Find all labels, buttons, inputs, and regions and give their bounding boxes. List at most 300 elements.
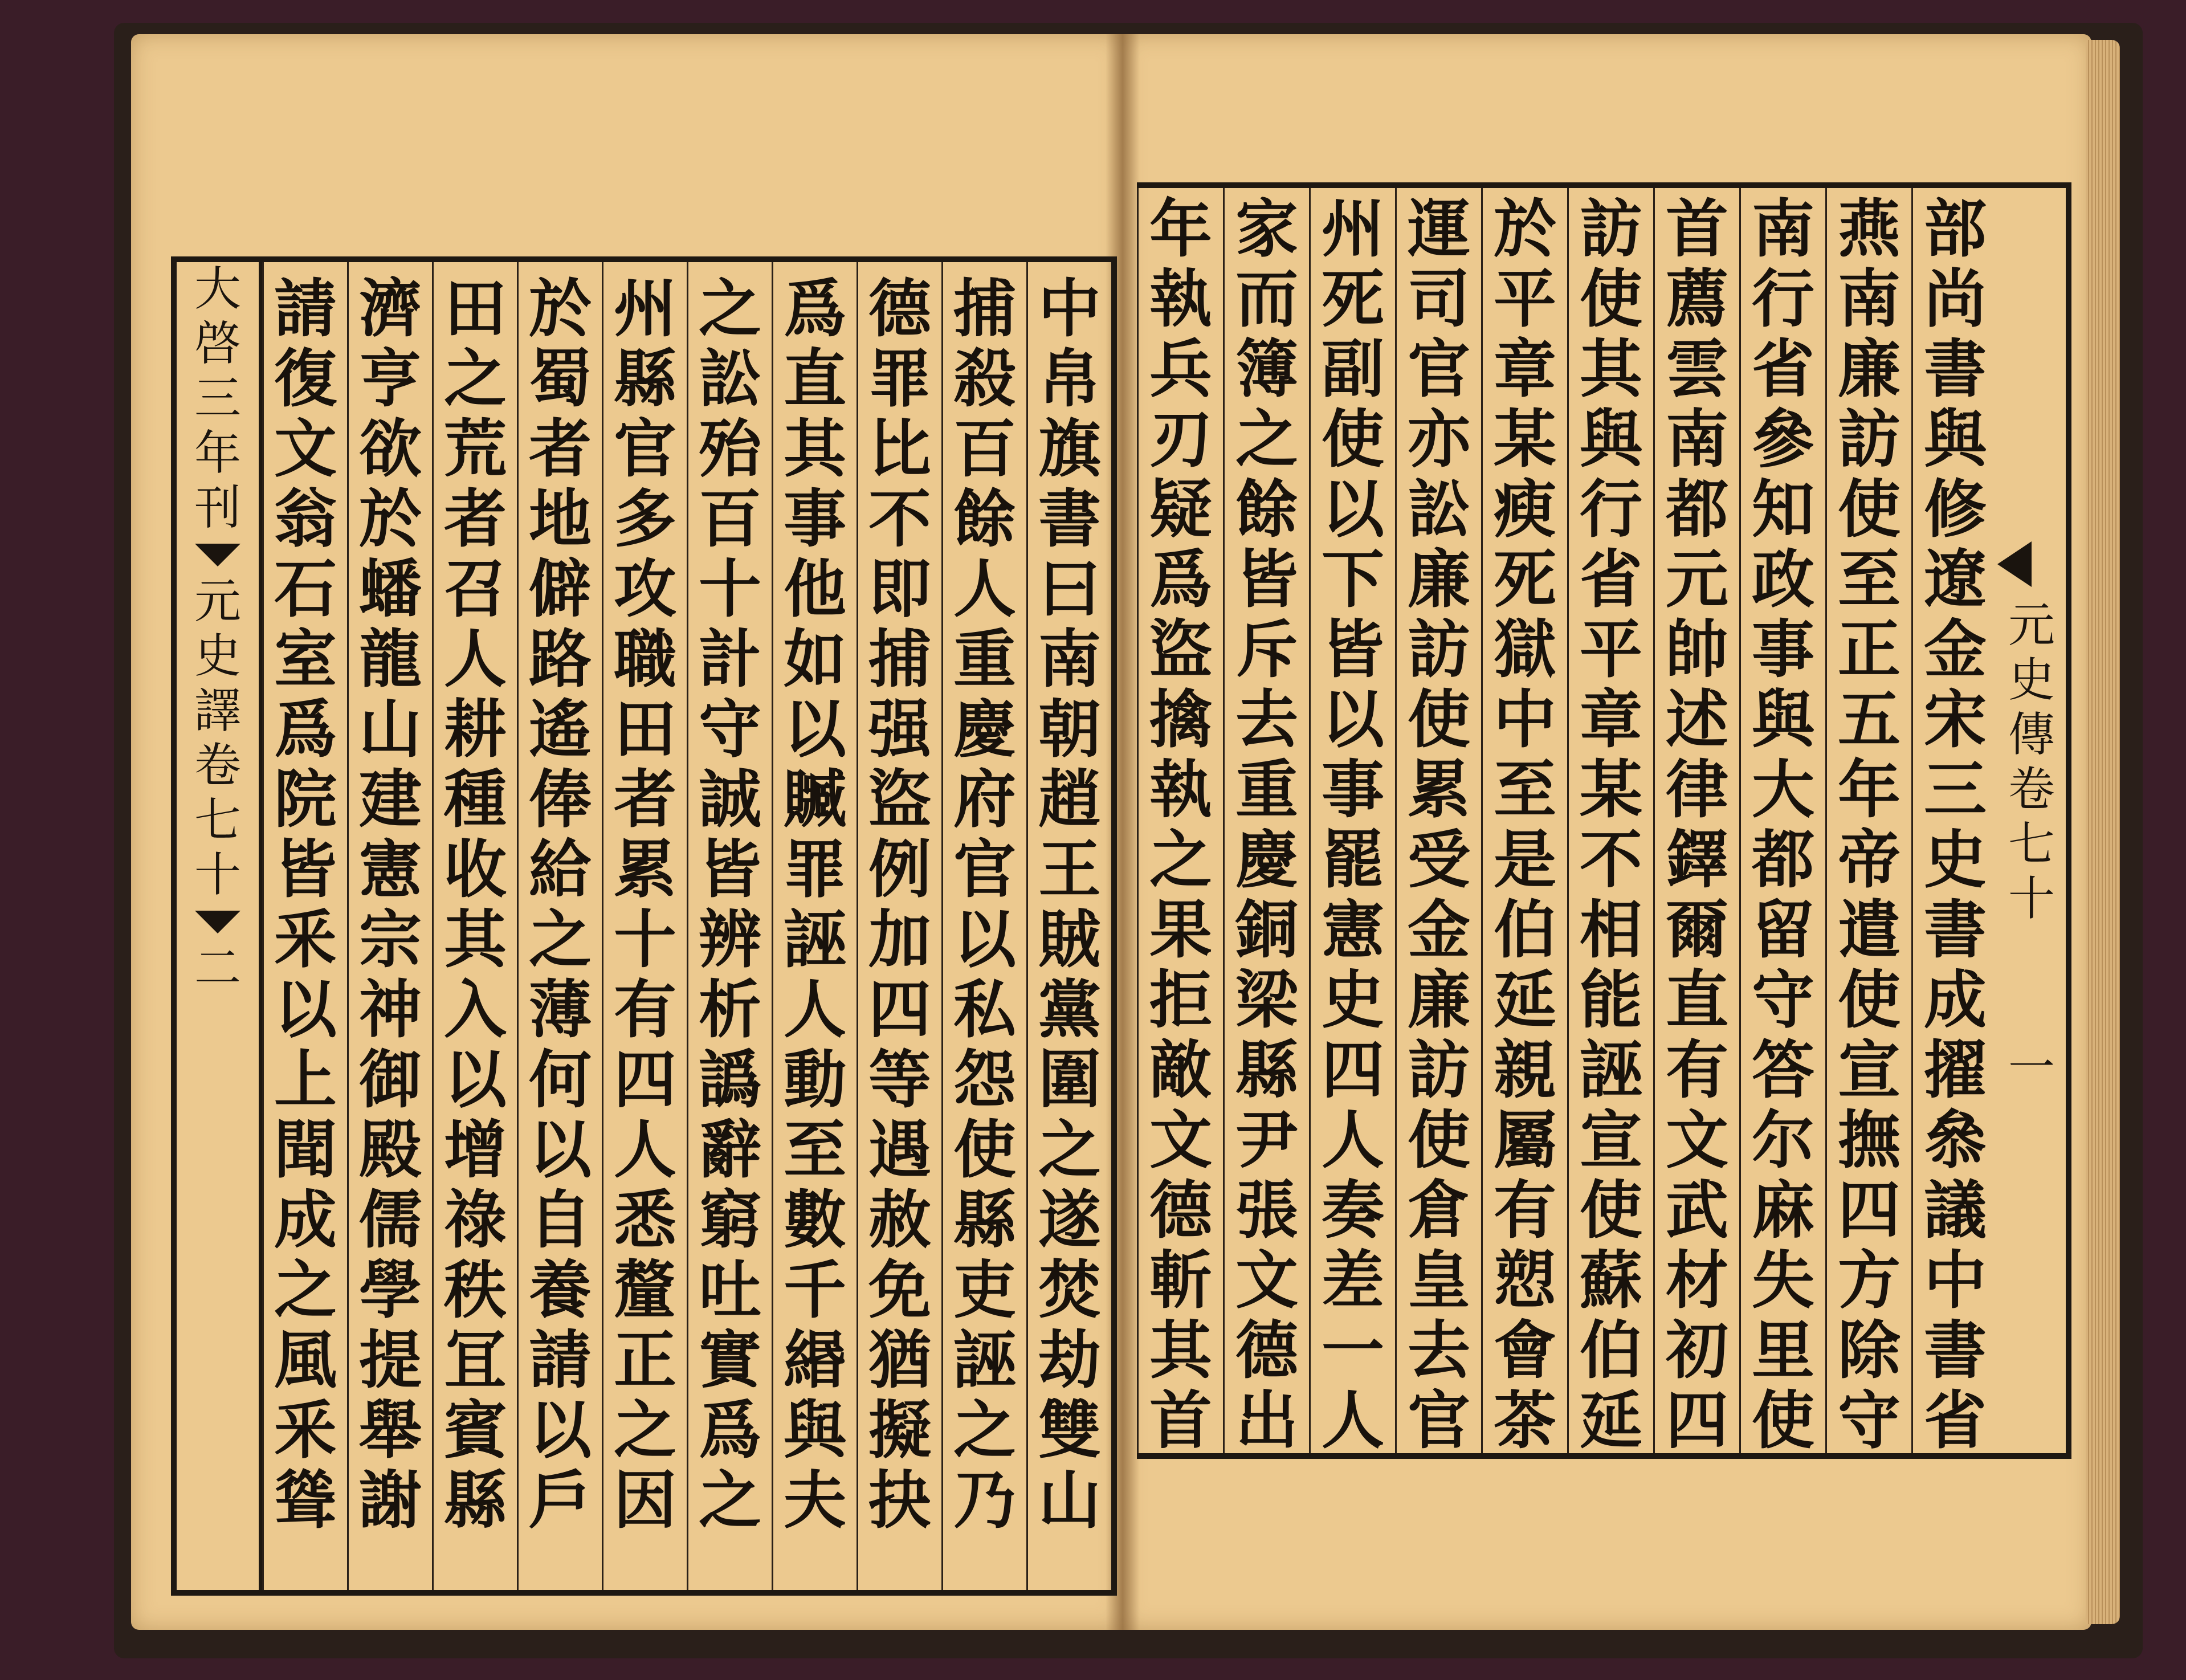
glyph: 遼 <box>1924 543 1987 616</box>
glyph: 伯 <box>1580 1314 1642 1387</box>
glyph: 都 <box>1752 823 1814 896</box>
glyph: 抉 <box>868 1463 931 1537</box>
column-text <box>529 274 592 1535</box>
glyph: 於 <box>359 482 422 556</box>
glyph: 耕 <box>444 692 507 766</box>
glyph: 廉 <box>1408 543 1470 616</box>
column-text <box>444 274 507 1535</box>
glyph: 文 <box>274 412 337 486</box>
glyph: 皆 <box>274 833 337 906</box>
glyph: 不 <box>868 482 931 556</box>
glyph: 除 <box>1838 1314 1900 1387</box>
glyph: 至 <box>784 1113 846 1186</box>
column-text <box>784 274 846 1535</box>
glyph: 知 <box>1752 472 1814 546</box>
glyph: 動 <box>784 1043 846 1116</box>
glyph: 受 <box>1408 823 1470 896</box>
glyph: 省 <box>1924 1384 1987 1457</box>
glyph: 年 <box>1149 192 1212 266</box>
glyph: 章 <box>1494 332 1556 406</box>
glyph: 宋 <box>1924 683 1987 756</box>
glyph: 誣 <box>1580 1033 1642 1107</box>
column-text <box>1322 194 1384 1455</box>
glyph: 奏 <box>1322 1173 1384 1247</box>
glyph: 之 <box>274 1253 337 1327</box>
glyph: 爲 <box>784 272 846 345</box>
glyph: 人 <box>953 552 1016 626</box>
glyph: 部 <box>1924 192 1987 266</box>
glyph: 尚 <box>1924 262 1987 336</box>
glyph: 儒 <box>359 1183 422 1257</box>
glyph: 蟠 <box>359 552 422 626</box>
glyph: 元 <box>1666 543 1728 616</box>
glyph: 事 <box>1752 613 1814 686</box>
glyph: 百 <box>953 412 1016 486</box>
glyph: 十 <box>699 552 761 626</box>
glyph: 斬 <box>1149 1243 1212 1317</box>
glyph: 使 <box>1838 472 1900 546</box>
leaf-number <box>2008 1041 2055 1095</box>
glyph: 劫 <box>1038 1323 1101 1397</box>
glyph: 某 <box>1494 402 1556 476</box>
glyph: 旗 <box>1038 412 1101 486</box>
glyph: 元 <box>194 574 241 629</box>
glyph: 千 <box>784 1253 846 1327</box>
glyph: 縣 <box>953 1183 1016 1257</box>
glyph: 縣 <box>444 1463 507 1537</box>
glyph: 使 <box>1580 1173 1642 1247</box>
glyph: 答 <box>1752 1033 1814 1107</box>
glyph: 方 <box>1838 1243 1900 1317</box>
glyph: 伯 <box>1494 893 1556 967</box>
glyph: 參 <box>1752 402 1814 476</box>
glyph: 謝 <box>359 1463 422 1537</box>
column-text <box>1408 194 1470 1455</box>
text-column <box>347 262 432 1590</box>
glyph: 相 <box>1580 893 1642 967</box>
glyph: 誣 <box>953 1323 1016 1397</box>
glyph: 院 <box>274 762 337 836</box>
glyph: 修 <box>1924 472 1987 546</box>
glyph: 之 <box>529 903 592 976</box>
glyph: 延 <box>1494 963 1556 1037</box>
glyph: 龍 <box>359 622 422 696</box>
glyph: 南 <box>1038 622 1101 696</box>
glyph: 爾 <box>1666 893 1728 967</box>
leaf-text <box>194 941 241 996</box>
book-title-label <box>194 574 241 903</box>
leaf-text <box>2008 1041 2055 1095</box>
glyph: 蘇 <box>1580 1243 1642 1317</box>
glyph: 俸 <box>529 762 592 836</box>
glyph: 州 <box>1322 192 1384 266</box>
glyph: 麻 <box>1752 1173 1814 1247</box>
glyph: 盜 <box>868 762 931 836</box>
glyph: 尹 <box>1235 1103 1298 1177</box>
glyph: 僻 <box>529 552 592 626</box>
glyph: 比 <box>868 412 931 486</box>
glyph: 山 <box>1038 1463 1101 1537</box>
glyph: 計 <box>699 622 761 696</box>
glyph: 私 <box>953 973 1016 1046</box>
glyph: 斥 <box>1235 613 1298 686</box>
glyph: 地 <box>529 482 592 556</box>
glyph: 他 <box>784 552 846 626</box>
glyph: 其 <box>1580 332 1642 406</box>
fishtail-mark <box>195 544 240 566</box>
glyph: 祿 <box>444 1183 507 1257</box>
glyph: 賓 <box>444 1393 507 1467</box>
glyph: 復 <box>274 342 337 415</box>
glyph: 即 <box>868 552 931 626</box>
glyph: 以 <box>953 903 1016 976</box>
text-column <box>772 262 857 1590</box>
glyph: 吐 <box>699 1253 761 1327</box>
glyph: 德 <box>1235 1314 1298 1387</box>
fishtail-mark <box>1997 541 2032 587</box>
glyph: 析 <box>699 973 761 1046</box>
glyph: 縣 <box>1235 1033 1298 1107</box>
glyph: 二 <box>194 941 241 996</box>
glyph: 某 <box>1580 753 1642 826</box>
glyph: 誣 <box>784 903 846 976</box>
column-text <box>359 274 422 1535</box>
glyph: 濟 <box>359 272 422 345</box>
glyph: 夫 <box>784 1463 846 1537</box>
glyph: 因 <box>614 1463 676 1537</box>
glyph: 以 <box>1322 683 1384 756</box>
glyph: 遙 <box>529 692 592 766</box>
glyph: 縣 <box>614 342 676 415</box>
glyph: 憲 <box>1322 893 1384 967</box>
glyph: 副 <box>1322 332 1384 406</box>
glyph: 果 <box>1149 893 1212 967</box>
glyph: 免 <box>868 1253 931 1327</box>
glyph: 德 <box>868 272 931 345</box>
glyph: 訟 <box>699 342 761 415</box>
glyph: 之 <box>444 342 507 415</box>
glyph: 慶 <box>953 692 1016 766</box>
glyph: 增 <box>444 1113 507 1186</box>
glyph: 刊 <box>194 481 241 535</box>
glyph: 都 <box>1666 472 1728 546</box>
glyph: 石 <box>274 552 337 626</box>
glyph: 行 <box>1580 472 1642 546</box>
column-text <box>1752 194 1814 1455</box>
column-text <box>1235 194 1298 1455</box>
glyph: 傳 <box>2008 708 2055 762</box>
glyph: 守 <box>1752 963 1814 1037</box>
glyph: 神 <box>359 973 422 1046</box>
glyph: 屬 <box>1494 1103 1556 1177</box>
glyph: 重 <box>1235 753 1298 826</box>
glyph: 室 <box>274 622 337 696</box>
glyph: 乃 <box>953 1463 1016 1537</box>
glyph: 成 <box>1924 963 1987 1037</box>
glyph: 四 <box>1838 1173 1900 1247</box>
glyph: 政 <box>1752 543 1814 616</box>
glyph: 餘 <box>953 482 1016 556</box>
glyph: 德 <box>1149 1173 1212 1247</box>
glyph: 死 <box>1322 262 1384 336</box>
glyph: 南 <box>1666 402 1728 476</box>
glyph: 訟 <box>1408 472 1470 546</box>
glyph: 廉 <box>1838 332 1900 406</box>
glyph: 獄 <box>1494 613 1556 686</box>
glyph: 有 <box>1494 1173 1556 1247</box>
column-text <box>1149 194 1212 1455</box>
glyph: 罪 <box>868 342 931 415</box>
glyph: 一 <box>2008 1041 2055 1095</box>
edition-text <box>194 262 241 536</box>
glyph: 鐸 <box>1666 823 1728 896</box>
text-column <box>857 262 941 1590</box>
right-page-text-frame <box>1137 182 2071 1459</box>
glyph: 中 <box>1494 683 1556 756</box>
text-column <box>1309 188 1395 1457</box>
glyph: 卷 <box>2008 762 2055 817</box>
glyph: 釆 <box>274 1393 337 1467</box>
glyph: 去 <box>1408 1314 1470 1387</box>
glyph: 南 <box>1752 192 1814 266</box>
glyph: 宣 <box>1580 1103 1642 1177</box>
glyph: 數 <box>784 1183 846 1257</box>
glyph: 三 <box>1924 753 1987 826</box>
book-title-label <box>2008 598 2055 927</box>
glyph: 張 <box>1235 1173 1298 1247</box>
glyph: 重 <box>953 622 1016 696</box>
text-column <box>1567 188 1653 1457</box>
glyph: 人 <box>784 973 846 1046</box>
glyph: 學 <box>359 1253 422 1327</box>
glyph: 使 <box>1408 683 1470 756</box>
glyph: 翁 <box>274 482 337 556</box>
glyph: 等 <box>868 1043 931 1116</box>
glyph: 攻 <box>614 552 676 626</box>
glyph: 猶 <box>868 1323 931 1397</box>
text-column <box>262 262 347 1590</box>
glyph: 四 <box>1322 1033 1384 1107</box>
glyph: 之 <box>699 272 761 345</box>
glyph: 十 <box>194 848 241 902</box>
glyph: 餘 <box>1235 472 1298 546</box>
glyph: 七 <box>194 793 241 847</box>
glyph: 拒 <box>1149 963 1212 1037</box>
glyph: 殿 <box>359 1113 422 1186</box>
glyph: 之 <box>953 1393 1016 1467</box>
fishtail-mark <box>195 911 240 933</box>
glyph: 中 <box>1924 1243 1987 1317</box>
glyph: 守 <box>699 692 761 766</box>
glyph: 御 <box>359 1043 422 1116</box>
glyph: 風 <box>274 1323 337 1397</box>
text-column <box>1137 188 1223 1457</box>
glyph: 給 <box>529 833 592 906</box>
glyph: 以 <box>1322 472 1384 546</box>
glyph: 事 <box>1322 753 1384 826</box>
glyph: 之 <box>1149 823 1212 896</box>
glyph: 建 <box>359 762 422 836</box>
glyph: 捕 <box>868 622 931 696</box>
glyph: 以 <box>784 692 846 766</box>
column-text <box>1038 274 1101 1535</box>
glyph: 有 <box>614 973 676 1046</box>
glyph: 章 <box>1580 683 1642 756</box>
glyph: 直 <box>784 342 846 415</box>
glyph: 殺 <box>953 342 1016 415</box>
glyph: 冝 <box>444 1323 507 1397</box>
glyph: 不 <box>1580 823 1642 896</box>
glyph: 罪 <box>784 833 846 906</box>
glyph: 官 <box>1408 332 1470 406</box>
glyph: 山 <box>359 692 422 766</box>
glyph: 失 <box>1752 1243 1814 1317</box>
glyph: 聳 <box>274 1463 337 1537</box>
glyph: 一 <box>1322 1314 1384 1387</box>
glyph: 使 <box>1408 1103 1470 1177</box>
glyph: 人 <box>1322 1103 1384 1177</box>
glyph: 焚 <box>1038 1253 1101 1327</box>
glyph: 正 <box>614 1323 676 1397</box>
text-column <box>1395 188 1481 1457</box>
glyph: 如 <box>784 622 846 696</box>
glyph: 譌 <box>699 1043 761 1116</box>
glyph: 書 <box>1924 893 1987 967</box>
glyph: 路 <box>529 622 592 696</box>
right-margin-column <box>1997 188 2066 1453</box>
glyph: 憲 <box>359 833 422 906</box>
glyph: 皇 <box>1408 1243 1470 1317</box>
glyph: 多 <box>614 482 676 556</box>
glyph: 秩 <box>444 1253 507 1327</box>
glyph: 成 <box>274 1183 337 1257</box>
glyph: 殆 <box>699 412 761 486</box>
glyph: 倉 <box>1408 1173 1470 1247</box>
glyph: 舉 <box>359 1393 422 1467</box>
glyph: 疑 <box>1149 472 1212 546</box>
glyph: 司 <box>1408 262 1470 336</box>
glyph: 亦 <box>1408 402 1470 476</box>
glyph: 訪 <box>1408 1033 1470 1107</box>
text-column <box>1026 262 1111 1590</box>
glyph: 戶 <box>529 1463 592 1537</box>
edition-label <box>194 262 241 536</box>
glyph: 官 <box>614 412 676 486</box>
glyph: 金 <box>1408 893 1470 967</box>
glyph: 者 <box>614 762 676 836</box>
glyph: 平 <box>1580 613 1642 686</box>
glyph: 宣 <box>1838 1033 1900 1107</box>
glyph: 州 <box>614 272 676 345</box>
glyph: 之 <box>614 1393 676 1467</box>
glyph: 於 <box>529 272 592 345</box>
glyph: 敵 <box>1149 1033 1212 1107</box>
column-text <box>953 274 1016 1535</box>
glyph: 訪 <box>1580 192 1642 266</box>
glyph: 薄 <box>529 973 592 1046</box>
glyph: 史 <box>1322 963 1384 1037</box>
glyph: 十 <box>2008 872 2055 926</box>
glyph: 釆 <box>274 903 337 976</box>
text-column <box>1739 188 1825 1457</box>
glyph: 者 <box>529 412 592 486</box>
glyph: 官 <box>953 833 1016 906</box>
glyph: 中 <box>1038 272 1101 345</box>
text-column <box>687 262 772 1590</box>
glyph: 執 <box>1149 262 1212 336</box>
glyph: 家 <box>1235 192 1298 266</box>
glyph: 十 <box>614 903 676 976</box>
glyph: 遣 <box>1838 893 1900 967</box>
glyph: 盜 <box>1149 613 1212 686</box>
glyph: 出 <box>1235 1384 1298 1457</box>
glyph: 正 <box>1838 613 1900 686</box>
glyph: 會 <box>1494 1314 1556 1387</box>
glyph: 爲 <box>1149 543 1212 616</box>
glyph: 愬 <box>1494 1243 1556 1317</box>
glyph: 書 <box>1038 482 1101 556</box>
glyph: 訪 <box>1838 402 1900 476</box>
glyph: 書 <box>1924 1314 1987 1387</box>
glyph: 荒 <box>444 412 507 486</box>
glyph: 平 <box>1494 262 1556 336</box>
glyph: 行 <box>1752 262 1814 336</box>
text-column <box>941 262 1026 1590</box>
glyph: 之 <box>1038 1113 1101 1186</box>
glyph: 與 <box>784 1393 846 1467</box>
glyph: 書 <box>1924 332 1987 406</box>
glyph: 年 <box>194 426 241 480</box>
glyph: 上 <box>274 1043 337 1116</box>
glyph: 慶 <box>1235 823 1298 896</box>
glyph: 至 <box>1494 753 1556 826</box>
glyph: 加 <box>868 903 931 976</box>
glyph: 使 <box>1322 402 1384 476</box>
glyph: 執 <box>1149 753 1212 826</box>
column-text <box>274 274 337 1535</box>
column-text <box>868 274 931 1535</box>
glyph: 養 <box>529 1253 592 1327</box>
glyph: 與 <box>1752 683 1814 756</box>
glyph: 職 <box>614 622 676 696</box>
glyph: 大 <box>194 262 241 316</box>
glyph: 省 <box>1580 543 1642 616</box>
glyph: 去 <box>1235 683 1298 756</box>
left-margin-column <box>177 262 262 1590</box>
glyph: 帝 <box>1838 823 1900 896</box>
glyph: 守 <box>1838 1384 1900 1457</box>
glyph: 蜀 <box>529 342 592 415</box>
glyph: 銅 <box>1235 893 1298 967</box>
title-text <box>2008 598 2055 927</box>
glyph: 撫 <box>1838 1103 1900 1177</box>
glyph: 緡 <box>784 1323 846 1397</box>
glyph: 雲 <box>1666 332 1728 406</box>
column-text <box>1838 194 1900 1455</box>
glyph: 差 <box>1322 1243 1384 1317</box>
glyph: 遇 <box>868 1113 931 1186</box>
glyph: 史 <box>194 629 241 683</box>
glyph: 帥 <box>1666 613 1728 686</box>
glyph: 使 <box>953 1113 1016 1186</box>
glyph: 官 <box>1408 1384 1470 1457</box>
glyph: 三 <box>194 372 241 426</box>
glyph: 刃 <box>1149 402 1212 476</box>
glyph: 辭 <box>699 1113 761 1186</box>
glyph: 悉 <box>614 1183 676 1257</box>
glyph: 訪 <box>1408 613 1470 686</box>
glyph: 律 <box>1666 753 1728 826</box>
